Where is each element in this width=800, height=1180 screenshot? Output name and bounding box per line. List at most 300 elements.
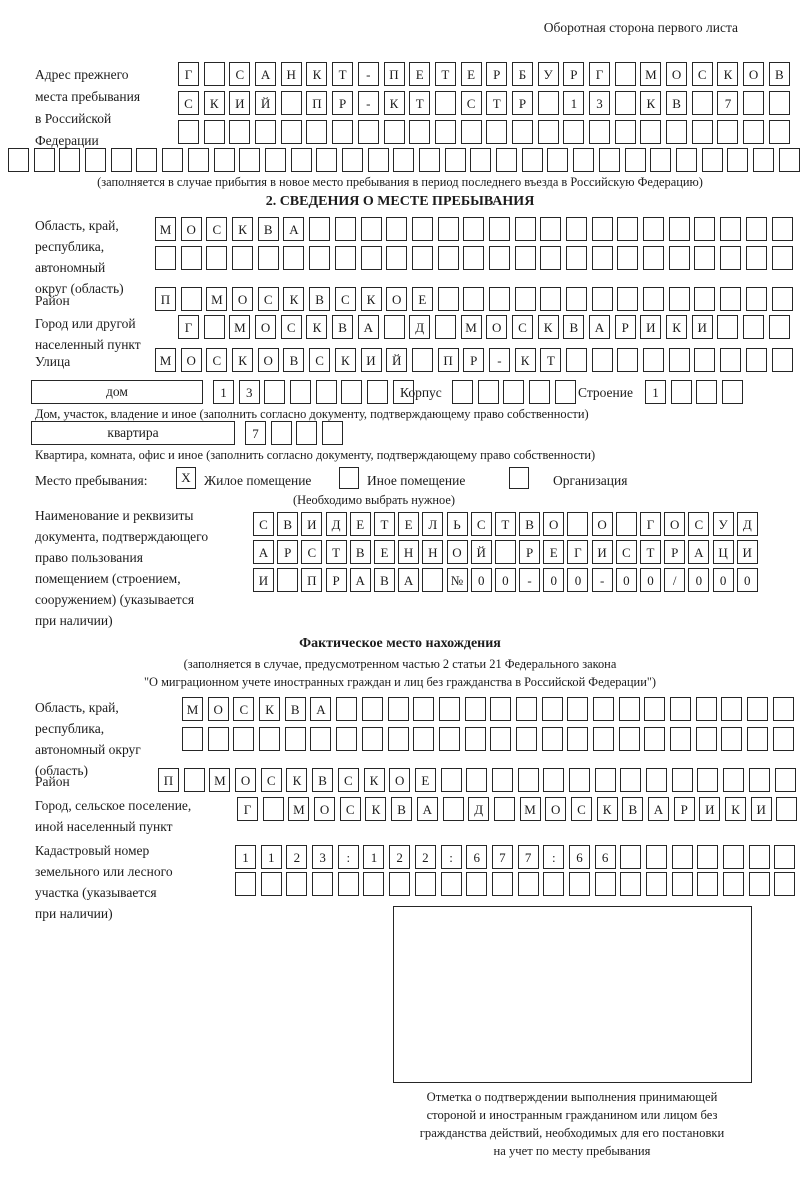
char-cell[interactable] xyxy=(749,872,770,896)
char-cell[interactable]: К xyxy=(361,287,382,311)
char-cell[interactable]: К xyxy=(232,217,253,241)
char-cell[interactable]: М xyxy=(461,315,482,339)
char-cell[interactable] xyxy=(774,872,795,896)
char-cell[interactable]: 3 xyxy=(589,91,610,115)
char-cell[interactable] xyxy=(465,727,486,751)
char-cell[interactable] xyxy=(182,727,203,751)
char-cell[interactable] xyxy=(342,148,363,172)
char-cell[interactable]: О xyxy=(386,287,407,311)
char-cell[interactable] xyxy=(599,148,620,172)
char-cell[interactable] xyxy=(338,872,359,896)
char-cell[interactable]: И xyxy=(699,797,720,821)
char-cell[interactable]: С xyxy=(233,697,254,721)
char-cell[interactable]: Р xyxy=(519,540,540,564)
char-cell[interactable]: Е xyxy=(409,62,430,86)
char-cell[interactable] xyxy=(746,287,767,311)
char-cell[interactable]: И xyxy=(737,540,758,564)
char-cell[interactable]: 7 xyxy=(492,845,513,869)
char-cell[interactable]: Т xyxy=(486,91,507,115)
char-cell[interactable]: - xyxy=(519,568,540,592)
char-cell[interactable] xyxy=(489,287,510,311)
char-cell[interactable] xyxy=(746,246,767,270)
char-cell[interactable]: Й xyxy=(255,91,276,115)
char-cell[interactable]: Е xyxy=(412,287,433,311)
char-cell[interactable] xyxy=(515,217,536,241)
char-cell[interactable] xyxy=(415,872,436,896)
char-cell[interactable]: А xyxy=(398,568,419,592)
char-cell[interactable] xyxy=(435,315,456,339)
char-cell[interactable]: О xyxy=(743,62,764,86)
char-cell[interactable] xyxy=(569,768,590,792)
char-cell[interactable] xyxy=(470,148,491,172)
char-cell[interactable] xyxy=(439,727,460,751)
char-cell[interactable] xyxy=(615,62,636,86)
char-cell[interactable] xyxy=(388,697,409,721)
char-cell[interactable] xyxy=(495,540,516,564)
char-cell[interactable] xyxy=(232,246,253,270)
char-cell[interactable] xyxy=(239,148,260,172)
char-cell[interactable] xyxy=(697,768,718,792)
char-cell[interactable] xyxy=(720,217,741,241)
char-cell[interactable] xyxy=(569,872,590,896)
char-cell[interactable] xyxy=(555,380,576,404)
char-cell[interactable] xyxy=(749,768,770,792)
char-cell[interactable]: Т xyxy=(540,348,561,372)
char-cell[interactable]: 0 xyxy=(737,568,758,592)
char-cell[interactable]: Б xyxy=(512,62,533,86)
char-cell[interactable] xyxy=(229,120,250,144)
char-cell[interactable] xyxy=(516,697,537,721)
char-cell[interactable]: : xyxy=(338,845,359,869)
char-cell[interactable]: О xyxy=(447,540,468,564)
char-cell[interactable] xyxy=(261,872,282,896)
char-cell[interactable]: М xyxy=(182,697,203,721)
char-cell[interactable] xyxy=(772,246,793,270)
char-cell[interactable]: К xyxy=(306,315,327,339)
char-cell[interactable] xyxy=(233,727,254,751)
char-cell[interactable] xyxy=(743,91,764,115)
char-cell[interactable] xyxy=(466,768,487,792)
char-cell[interactable] xyxy=(438,246,459,270)
char-cell[interactable] xyxy=(772,217,793,241)
char-cell[interactable] xyxy=(291,148,312,172)
char-cell[interactable] xyxy=(702,148,723,172)
char-cell[interactable]: Г xyxy=(589,62,610,86)
char-cell[interactable]: И xyxy=(361,348,382,372)
char-cell[interactable] xyxy=(669,287,690,311)
char-cell[interactable]: 1 xyxy=(645,380,666,404)
char-cell[interactable]: О xyxy=(592,512,613,536)
char-cell[interactable] xyxy=(438,217,459,241)
char-cell[interactable] xyxy=(265,148,286,172)
char-cell[interactable]: 1 xyxy=(235,845,256,869)
char-cell[interactable] xyxy=(595,768,616,792)
char-cell[interactable]: С xyxy=(309,348,330,372)
char-cell[interactable] xyxy=(643,287,664,311)
char-cell[interactable]: В xyxy=(309,287,330,311)
char-cell[interactable] xyxy=(322,421,343,445)
char-cell[interactable]: О xyxy=(255,315,276,339)
char-cell[interactable]: О xyxy=(389,768,410,792)
char-cell[interactable]: К xyxy=(259,697,280,721)
char-cell[interactable] xyxy=(746,348,767,372)
char-cell[interactable]: 7 xyxy=(518,845,539,869)
char-cell[interactable]: Д xyxy=(326,512,347,536)
char-cell[interactable] xyxy=(566,348,587,372)
char-cell[interactable]: М xyxy=(229,315,250,339)
char-cell[interactable] xyxy=(271,421,292,445)
char-cell[interactable] xyxy=(316,380,337,404)
char-cell[interactable] xyxy=(386,217,407,241)
char-cell[interactable]: 3 xyxy=(239,380,260,404)
char-cell[interactable] xyxy=(463,287,484,311)
char-cell[interactable] xyxy=(692,91,713,115)
char-cell[interactable] xyxy=(512,120,533,144)
char-cell[interactable] xyxy=(723,872,744,896)
char-cell[interactable] xyxy=(162,148,183,172)
char-cell[interactable] xyxy=(775,768,796,792)
char-cell[interactable] xyxy=(136,148,157,172)
char-cell[interactable]: К xyxy=(725,797,746,821)
char-cell[interactable]: Р xyxy=(463,348,484,372)
char-cell[interactable] xyxy=(696,380,717,404)
char-cell[interactable]: М xyxy=(520,797,541,821)
char-cell[interactable] xyxy=(644,697,665,721)
char-cell[interactable] xyxy=(573,148,594,172)
char-cell[interactable]: К xyxy=(515,348,536,372)
char-cell[interactable] xyxy=(540,217,561,241)
char-cell[interactable] xyxy=(646,845,667,869)
char-cell[interactable] xyxy=(441,768,462,792)
char-cell[interactable] xyxy=(409,120,430,144)
char-cell[interactable] xyxy=(214,148,235,172)
char-cell[interactable]: И xyxy=(640,315,661,339)
char-cell[interactable] xyxy=(463,217,484,241)
char-cell[interactable] xyxy=(592,287,613,311)
char-cell[interactable] xyxy=(413,727,434,751)
char-cell[interactable]: С xyxy=(688,512,709,536)
char-cell[interactable]: О xyxy=(181,217,202,241)
char-cell[interactable]: Г xyxy=(567,540,588,564)
char-cell[interactable]: О xyxy=(666,62,687,86)
char-cell[interactable]: О xyxy=(235,768,256,792)
char-cell[interactable]: № xyxy=(447,568,468,592)
char-cell[interactable] xyxy=(595,872,616,896)
char-cell[interactable]: Р xyxy=(326,568,347,592)
char-cell[interactable] xyxy=(59,148,80,172)
char-cell[interactable] xyxy=(277,568,298,592)
char-cell[interactable] xyxy=(310,727,331,751)
char-cell[interactable] xyxy=(721,697,742,721)
char-cell[interactable]: В xyxy=(277,512,298,536)
char-cell[interactable] xyxy=(309,246,330,270)
char-cell[interactable] xyxy=(727,148,748,172)
char-cell[interactable]: К xyxy=(286,768,307,792)
char-cell[interactable] xyxy=(567,727,588,751)
char-cell[interactable] xyxy=(753,148,774,172)
char-cell[interactable] xyxy=(671,380,692,404)
char-cell[interactable]: П xyxy=(438,348,459,372)
char-cell[interactable]: К xyxy=(204,91,225,115)
char-cell[interactable]: - xyxy=(358,91,379,115)
char-cell[interactable] xyxy=(650,148,671,172)
char-cell[interactable]: - xyxy=(489,348,510,372)
char-cell[interactable]: Е xyxy=(398,512,419,536)
char-cell[interactable] xyxy=(516,727,537,751)
char-cell[interactable]: О xyxy=(664,512,685,536)
char-cell[interactable] xyxy=(769,91,790,115)
char-cell[interactable] xyxy=(543,768,564,792)
char-cell[interactable] xyxy=(263,797,284,821)
char-cell[interactable] xyxy=(723,845,744,869)
char-cell[interactable] xyxy=(747,727,768,751)
char-cell[interactable] xyxy=(335,246,356,270)
char-cell[interactable] xyxy=(518,872,539,896)
char-cell[interactable] xyxy=(412,348,433,372)
char-cell[interactable]: Р xyxy=(615,315,636,339)
char-cell[interactable] xyxy=(452,380,473,404)
char-cell[interactable] xyxy=(281,91,302,115)
char-cell[interactable] xyxy=(720,348,741,372)
char-cell[interactable]: В xyxy=(312,768,333,792)
char-cell[interactable]: В xyxy=(285,697,306,721)
char-cell[interactable] xyxy=(640,120,661,144)
char-cell[interactable] xyxy=(8,148,29,172)
char-cell[interactable]: И xyxy=(592,540,613,564)
char-cell[interactable]: С xyxy=(261,768,282,792)
char-cell[interactable]: А xyxy=(310,697,331,721)
char-cell[interactable]: С xyxy=(178,91,199,115)
char-cell[interactable]: К xyxy=(283,287,304,311)
char-cell[interactable]: 2 xyxy=(286,845,307,869)
char-cell[interactable]: А xyxy=(648,797,669,821)
char-cell[interactable]: С xyxy=(692,62,713,86)
char-cell[interactable] xyxy=(749,845,770,869)
char-cell[interactable] xyxy=(422,568,443,592)
char-cell[interactable] xyxy=(669,217,690,241)
char-cell[interactable] xyxy=(776,797,797,821)
char-cell[interactable] xyxy=(492,872,513,896)
char-cell[interactable]: С xyxy=(338,768,359,792)
char-cell[interactable] xyxy=(332,120,353,144)
char-cell[interactable]: В xyxy=(374,568,395,592)
char-cell[interactable]: К xyxy=(335,348,356,372)
char-cell[interactable] xyxy=(743,120,764,144)
char-cell[interactable] xyxy=(617,217,638,241)
char-cell[interactable] xyxy=(672,768,693,792)
char-cell[interactable] xyxy=(694,287,715,311)
char-cell[interactable]: 0 xyxy=(640,568,661,592)
char-cell[interactable] xyxy=(463,246,484,270)
char-cell[interactable]: К xyxy=(232,348,253,372)
char-cell[interactable] xyxy=(306,120,327,144)
char-cell[interactable]: А xyxy=(358,315,379,339)
char-cell[interactable] xyxy=(529,380,550,404)
char-cell[interactable] xyxy=(489,217,510,241)
char-cell[interactable]: Ь xyxy=(447,512,468,536)
char-cell[interactable] xyxy=(589,120,610,144)
char-cell[interactable] xyxy=(773,727,794,751)
char-cell[interactable]: Г xyxy=(640,512,661,536)
char-cell[interactable]: Т xyxy=(495,512,516,536)
char-cell[interactable]: А xyxy=(417,797,438,821)
char-cell[interactable] xyxy=(722,380,743,404)
char-cell[interactable] xyxy=(643,217,664,241)
char-cell[interactable]: О xyxy=(208,697,229,721)
char-cell[interactable] xyxy=(492,768,513,792)
char-cell[interactable] xyxy=(85,148,106,172)
char-cell[interactable] xyxy=(672,845,693,869)
char-cell[interactable] xyxy=(515,246,536,270)
char-cell[interactable] xyxy=(672,872,693,896)
char-cell[interactable] xyxy=(384,315,405,339)
char-cell[interactable]: О xyxy=(314,797,335,821)
char-cell[interactable] xyxy=(336,697,357,721)
char-cell[interactable] xyxy=(696,697,717,721)
char-cell[interactable]: М xyxy=(155,217,176,241)
char-cell[interactable]: Г xyxy=(178,62,199,86)
char-cell[interactable] xyxy=(696,727,717,751)
char-cell[interactable] xyxy=(717,315,738,339)
char-cell[interactable]: С xyxy=(471,512,492,536)
char-cell[interactable] xyxy=(389,872,410,896)
char-cell[interactable]: 1 xyxy=(261,845,282,869)
char-cell[interactable]: К xyxy=(538,315,559,339)
char-cell[interactable]: О xyxy=(545,797,566,821)
char-cell[interactable] xyxy=(515,287,536,311)
char-cell[interactable] xyxy=(413,697,434,721)
char-cell[interactable]: С xyxy=(301,540,322,564)
char-cell[interactable] xyxy=(486,120,507,144)
char-cell[interactable] xyxy=(567,512,588,536)
char-cell[interactable] xyxy=(386,246,407,270)
char-cell[interactable] xyxy=(393,148,414,172)
char-cell[interactable] xyxy=(438,287,459,311)
char-cell[interactable] xyxy=(617,348,638,372)
char-cell[interactable] xyxy=(503,380,524,404)
char-cell[interactable] xyxy=(465,697,486,721)
char-cell[interactable]: 3 xyxy=(312,845,333,869)
char-cell[interactable] xyxy=(676,148,697,172)
char-cell[interactable] xyxy=(592,348,613,372)
char-cell[interactable]: С xyxy=(571,797,592,821)
char-cell[interactable]: Т xyxy=(409,91,430,115)
char-cell[interactable] xyxy=(489,246,510,270)
char-cell[interactable]: Н xyxy=(281,62,302,86)
char-cell[interactable]: / xyxy=(664,568,685,592)
char-cell[interactable]: В xyxy=(563,315,584,339)
char-cell[interactable] xyxy=(540,287,561,311)
char-cell[interactable] xyxy=(490,697,511,721)
char-cell[interactable] xyxy=(616,512,637,536)
char-cell[interactable]: Д xyxy=(468,797,489,821)
char-cell[interactable] xyxy=(466,872,487,896)
char-cell[interactable]: 1 xyxy=(563,91,584,115)
char-cell[interactable]: Г xyxy=(178,315,199,339)
char-cell[interactable]: 0 xyxy=(471,568,492,592)
char-cell[interactable] xyxy=(296,421,317,445)
char-cell[interactable] xyxy=(592,246,613,270)
char-cell[interactable] xyxy=(264,380,285,404)
char-cell[interactable]: 0 xyxy=(688,568,709,592)
other-premises-checkbox[interactable] xyxy=(339,467,359,489)
char-cell[interactable] xyxy=(625,148,646,172)
char-cell[interactable]: И xyxy=(692,315,713,339)
char-cell[interactable]: Т xyxy=(326,540,347,564)
char-cell[interactable]: Р xyxy=(674,797,695,821)
char-cell[interactable] xyxy=(619,727,640,751)
char-cell[interactable] xyxy=(362,727,383,751)
apartment-type-box[interactable] xyxy=(31,421,235,445)
char-cell[interactable]: А xyxy=(283,217,304,241)
char-cell[interactable]: В xyxy=(769,62,790,86)
char-cell[interactable]: К xyxy=(640,91,661,115)
char-cell[interactable]: Г xyxy=(237,797,258,821)
char-cell[interactable]: Е xyxy=(415,768,436,792)
char-cell[interactable] xyxy=(258,246,279,270)
char-cell[interactable]: И xyxy=(253,568,274,592)
char-cell[interactable]: 1 xyxy=(363,845,384,869)
char-cell[interactable]: А xyxy=(255,62,276,86)
char-cell[interactable]: Е xyxy=(350,512,371,536)
char-cell[interactable]: 7 xyxy=(245,421,266,445)
char-cell[interactable]: Т xyxy=(332,62,353,86)
char-cell[interactable] xyxy=(496,148,517,172)
char-cell[interactable]: В xyxy=(350,540,371,564)
char-cell[interactable] xyxy=(769,315,790,339)
char-cell[interactable]: : xyxy=(543,845,564,869)
char-cell[interactable] xyxy=(419,148,440,172)
char-cell[interactable] xyxy=(435,120,456,144)
char-cell[interactable]: 2 xyxy=(415,845,436,869)
char-cell[interactable]: Е xyxy=(461,62,482,86)
char-cell[interactable] xyxy=(204,315,225,339)
char-cell[interactable]: : xyxy=(441,845,462,869)
char-cell[interactable] xyxy=(593,727,614,751)
char-cell[interactable] xyxy=(206,246,227,270)
char-cell[interactable] xyxy=(188,148,209,172)
char-cell[interactable] xyxy=(615,91,636,115)
char-cell[interactable] xyxy=(384,120,405,144)
char-cell[interactable] xyxy=(620,872,641,896)
char-cell[interactable] xyxy=(593,697,614,721)
char-cell[interactable] xyxy=(773,697,794,721)
char-cell[interactable]: 0 xyxy=(543,568,564,592)
char-cell[interactable] xyxy=(445,148,466,172)
char-cell[interactable] xyxy=(772,348,793,372)
char-cell[interactable] xyxy=(747,697,768,721)
char-cell[interactable] xyxy=(721,727,742,751)
char-cell[interactable] xyxy=(155,246,176,270)
char-cell[interactable]: К xyxy=(717,62,738,86)
char-cell[interactable]: У xyxy=(538,62,559,86)
char-cell[interactable]: С xyxy=(206,217,227,241)
char-cell[interactable] xyxy=(769,120,790,144)
char-cell[interactable] xyxy=(259,727,280,751)
char-cell[interactable]: К xyxy=(365,797,386,821)
char-cell[interactable] xyxy=(566,217,587,241)
char-cell[interactable]: Е xyxy=(543,540,564,564)
char-cell[interactable] xyxy=(772,287,793,311)
char-cell[interactable] xyxy=(540,246,561,270)
char-cell[interactable] xyxy=(518,768,539,792)
char-cell[interactable] xyxy=(723,768,744,792)
char-cell[interactable]: И xyxy=(301,512,322,536)
char-cell[interactable] xyxy=(774,845,795,869)
char-cell[interactable]: 0 xyxy=(616,568,637,592)
char-cell[interactable]: П xyxy=(301,568,322,592)
char-cell[interactable] xyxy=(746,217,767,241)
